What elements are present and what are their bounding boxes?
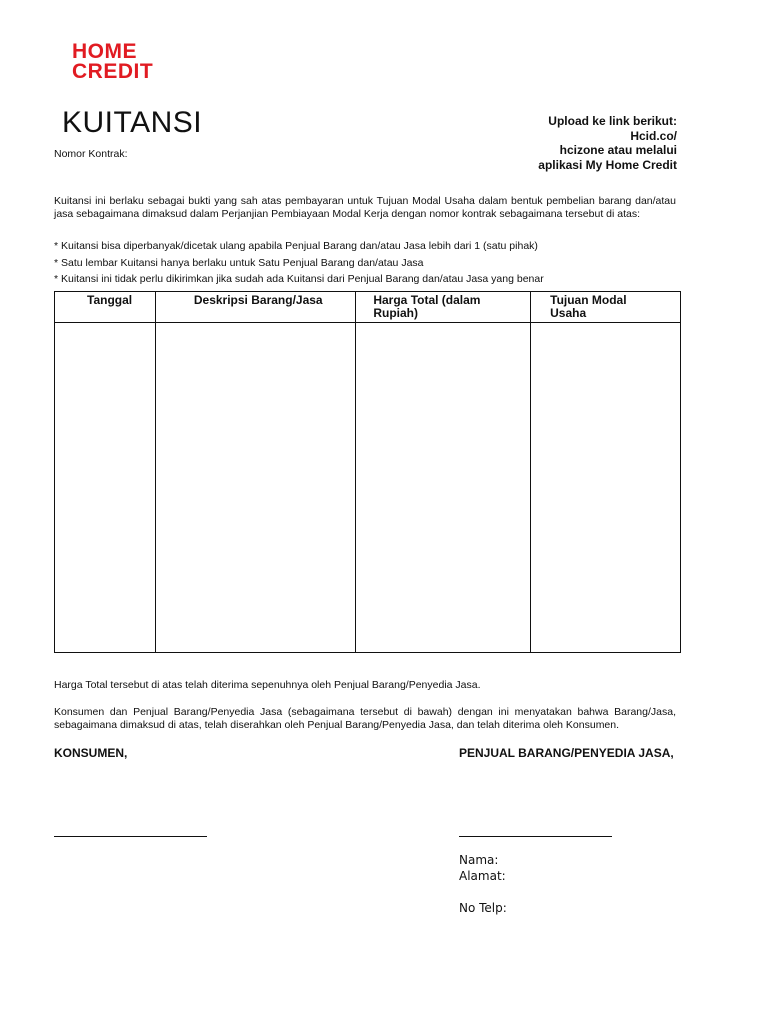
column-header-purpose: Tujuan Modal Usaha (531, 292, 681, 323)
consumer-label: KONSUMEN, (54, 746, 128, 760)
logo-line-2: CREDIT (72, 60, 154, 83)
home-credit-logo (72, 42, 153, 82)
logo-line-1: HOME (72, 40, 137, 63)
upload-line-1: Upload ke link berikut: (548, 114, 677, 128)
upload-instructions (538, 114, 677, 172)
total-price-cell[interactable] (356, 323, 531, 653)
document-title: KUITANSI (62, 106, 203, 139)
seller-name-label: Nama: (459, 853, 499, 867)
column-header-description: Deskripsi Barang/Jasa (155, 292, 355, 323)
upload-line-3: hcizone atau melalui (559, 143, 677, 158)
bullet-item: * Kuitansi bisa diperbanyak/dicetak ulang apabila Penjual Barang dan/atau Jasa lebih dari 1 (satu pihak) (54, 240, 538, 252)
seller-address-label: Alamat: (459, 869, 506, 883)
bullet-item: * Kuitansi ini tidak perlu dikirimkan jika sudah ada Kuitansi dari Penjual Barang dan/atau Jasa yang benar (54, 273, 544, 285)
bullet-item: * Satu lembar Kuitansi hanya berlaku untuk Satu Penjual Barang dan/atau Jasa (54, 257, 424, 269)
seller-signature-line (459, 836, 612, 837)
payment-statement: Harga Total tersebut di atas telah diterima sepenuhnya oleh Penjual Barang/Penyedia Jasa. (54, 679, 481, 691)
description-cell[interactable] (155, 323, 355, 653)
table-row (55, 323, 681, 653)
intro-paragraph: Kuitansi ini berlaku sebagai bukti yang sah atas pembayaran untuk Tujuan Modal Usaha dalam bentuk pembelian barang dan/atau jasa sebagaimana dimaksud dalam Perjanjian Pembiayaan Modal Kerja dengan nomor kontrak sebagaimana tersebut di atas: (54, 195, 676, 220)
column-header-date: Tanggal (55, 292, 156, 323)
seller-phone-label: No Telp: (459, 901, 507, 915)
column-header-total-price: Harga Total (dalam Rupiah) (356, 292, 531, 323)
upload-link: Hcid.co/ (630, 128, 677, 143)
seller-label: PENJUAL BARANG/PENYEDIA JASA, (459, 746, 674, 760)
date-cell[interactable] (55, 323, 156, 653)
receipt-table (54, 291, 681, 653)
purpose-cell[interactable] (531, 323, 681, 653)
table-header-row (55, 292, 681, 323)
consumer-signature-line (54, 836, 207, 837)
contract-number-label: Nomor Kontrak: (54, 148, 128, 160)
upload-line-4: aplikasi My Home Credit (538, 157, 677, 172)
handover-statement: Konsumen dan Penjual Barang/Penyedia Jasa (sebagaimana tersebut di bawah) dengan ini menyatakan bahwa Barang/Jasa, sebagaimana dimaksud di atas, telah diserahkan oleh Penjual Barang/Penyedia Jasa, dan telah diterima oleh Konsumen. (54, 706, 676, 731)
